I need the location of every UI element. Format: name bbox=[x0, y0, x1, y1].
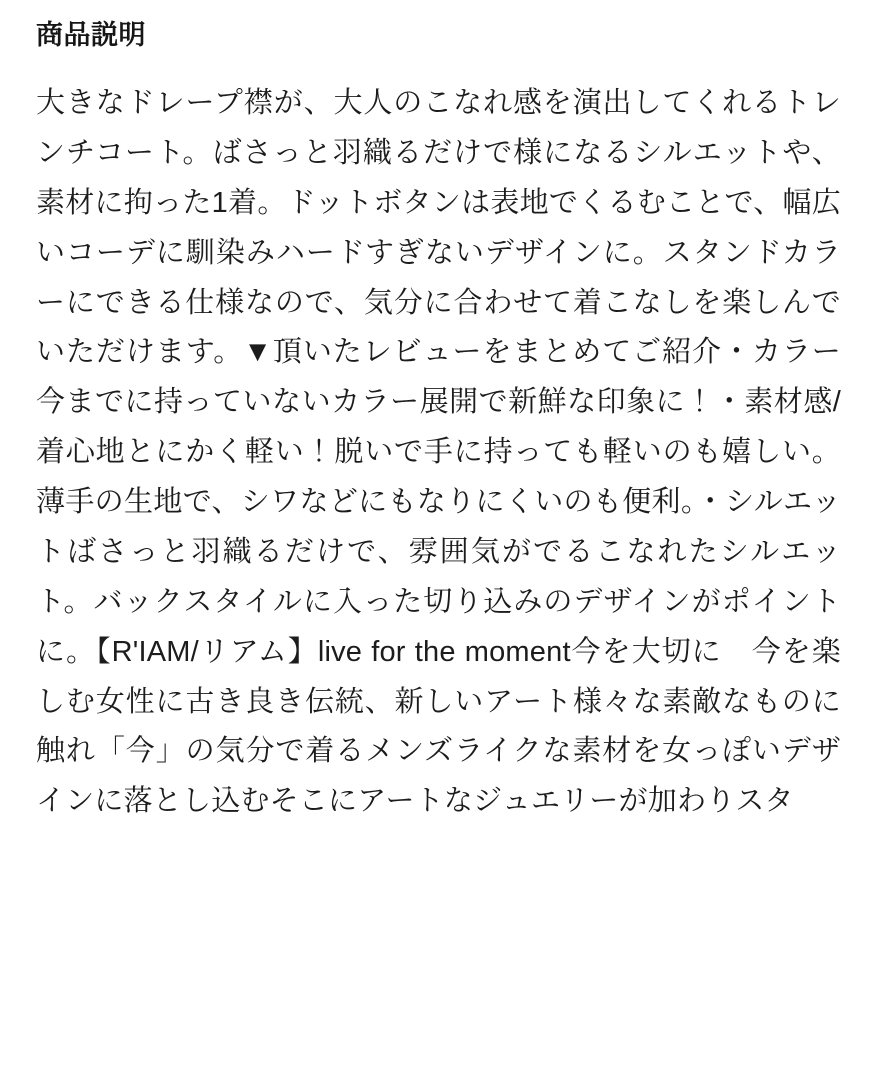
page-title: 商品説明 bbox=[36, 20, 146, 50]
product-description-text: 大きなドレープ襟が、大人のこなれ感を演出してくれるトレンチコート。ばさっと羽織るだけで様になるシルエットや、素材に拘った1着。ドットボタンは表地でくるむことで、幅広いコーデに馴染みハードすぎないデザインに。スタンドカラーにできる仕様なので、気分に合わせて着こなしを楽しんでいただけます。▼頂いたレビューをまとめてご紹介・カラー今までに持っていないカラー展開で新鮮な印象に！・素材感/着心地とにかく軽い！脱いで手に持っても軽いのも嬉しい。薄手の生地で、シワなどにもなりにくいのも便利。・シルエットばさっと羽織るだけで、雰囲気がでるこなれたシルエット。バックスタイルに入った切り込みのデザインがポイントに。【R'IAM/リアム】live for the moment今を大切に 今を楽しむ女性に古き良き伝統、新しいアート様々な素敵なものに触れ「今」の気分で着るメンズライクな素材を女っぽいデザインに落とし込むそこにアートなジュエリーが加わりスタ bbox=[36, 87, 841, 818]
